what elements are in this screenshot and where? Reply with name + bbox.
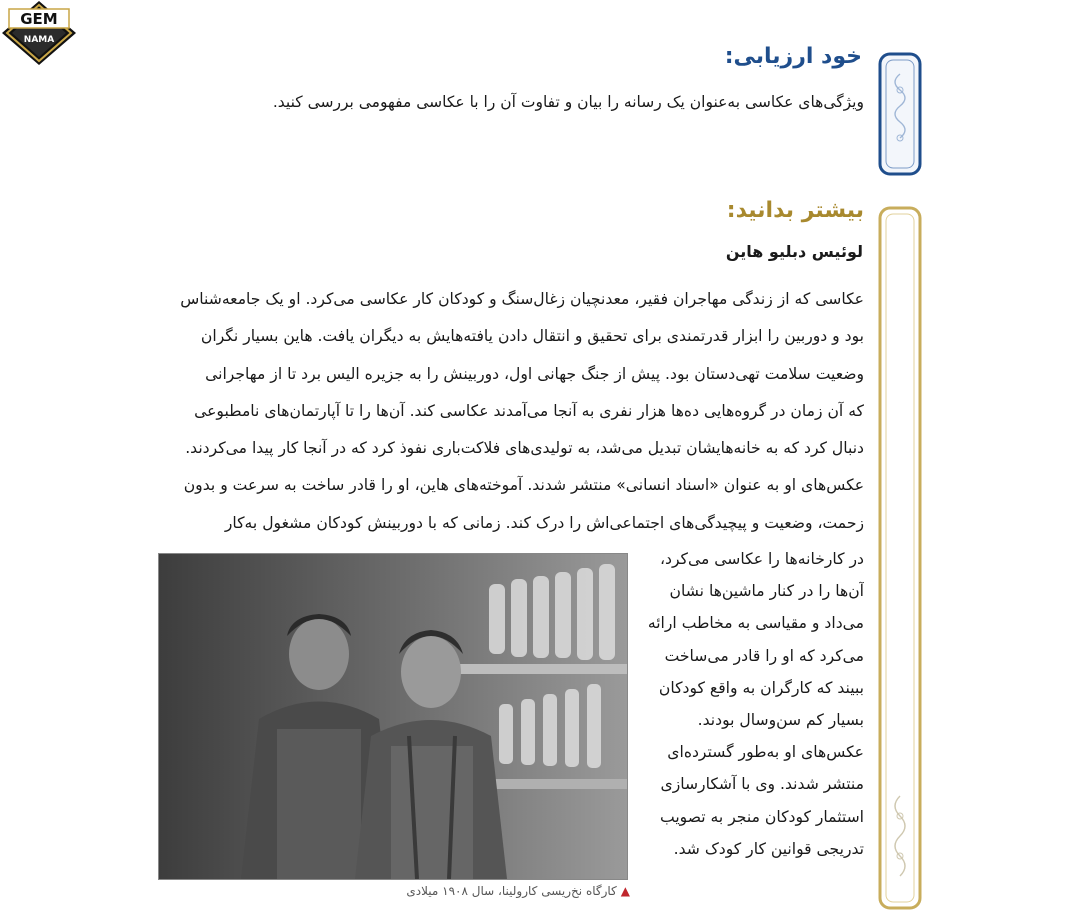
body-line: که آن زمان در گروه‌هایی ده‌ها هزار نفری به آنجا می‌آمدند عکاسی کند. آن‌ها را تا آپارتمان‌های نامطبوعی — [194, 401, 864, 420]
logo-text-gem: GEM — [20, 10, 58, 28]
body-line: زحمت، وضعیت و پیچیدگی‌های اجتماعی‌اش را درک کند. زمانی که با دوربینش کودکان مشغول به‌کار — [224, 513, 864, 532]
column-line: در کارخانه‌ها را عکاسی می‌کرد، — [659, 550, 864, 568]
body-line: عکاسی که از زندگی مهاجران فقیر، معدنچیان زغال‌سنگ و کودکان کار عکاسی می‌کرد. او یک جامعه‌شناس — [180, 290, 864, 308]
column-line: آن‌ها را در کنار ماشین‌ها نشان — [669, 582, 864, 601]
column-line: می‌داد و مقیاسی به مخاطب ارائه — [647, 614, 864, 633]
column-line: بسیار کم سن‌وسال بودند. — [697, 710, 864, 729]
article-body-column — [640, 543, 864, 865]
column-line: استثمار کودکان منجر به تصویب — [660, 807, 864, 826]
photo-illustration — [159, 554, 627, 879]
self-assessment-question: ویژگی‌های عکاسی به‌عنوان یک رسانه را بیان و تفاوت آن را با عکاسی مفهومی بررسی کنید. — [272, 93, 864, 111]
photo-caption-text: کارگاه نخ‌ریسی کارولینا، سال ۱۹۰۸ میلادی — [406, 884, 617, 898]
column-line: منتشر شدند. وی با آشکارسازی — [660, 775, 864, 794]
photo-caption — [300, 884, 630, 898]
learn-more-title: بیشتر بدانید: — [726, 198, 864, 223]
column-line: می‌کرد که او را قادر می‌ساخت — [664, 646, 864, 665]
logo-text-nama: NAMA — [23, 35, 55, 45]
body-line: بود و دوربین را ابزار قدرتمندی برای تحقیق و انتقال دادن یافته‌هایش به دیگران یافت. هاین بسیار نگران — [200, 327, 864, 346]
body-line: عکس‌های او به عنوان «اسناد انسانی» منتشر شدند. آموخته‌های هاین، او را قادر ساخت به سرعت و بدون — [183, 476, 864, 495]
body-line: وضعیت سلامت تهی‌دستان بود. پیش از جنگ جهانی اول، دوربینش را به جزیره الیس برد تا از مهاجرانی — [205, 364, 864, 383]
self-assessment-ornament — [878, 52, 922, 176]
learn-more-ornament — [878, 206, 922, 910]
article-body-full-width — [156, 281, 864, 542]
body-line: دنبال کرد که به خانه‌هایشان تبدیل می‌شد، به تولیدی‌های فلاکت‌باری نفوذ کرد که در آنجا کار پیدا می‌کردند. — [185, 439, 864, 458]
self-assessment-title: خود ارزیابی: — [724, 44, 862, 69]
column-line: ببیند که کارگران به واقع کودکان — [658, 678, 864, 697]
column-line: عکس‌های او به‌طور گسترده‌ای — [667, 743, 864, 762]
gem-nama-logo — [0, 0, 78, 66]
column-line: تدریجی قوانین کار کودک شد. — [673, 839, 864, 858]
mill-workers-photo — [158, 553, 628, 880]
article-subtitle: لوئیس دبلیو هاین — [725, 242, 863, 261]
caption-marker-icon: ▲ — [620, 884, 630, 898]
